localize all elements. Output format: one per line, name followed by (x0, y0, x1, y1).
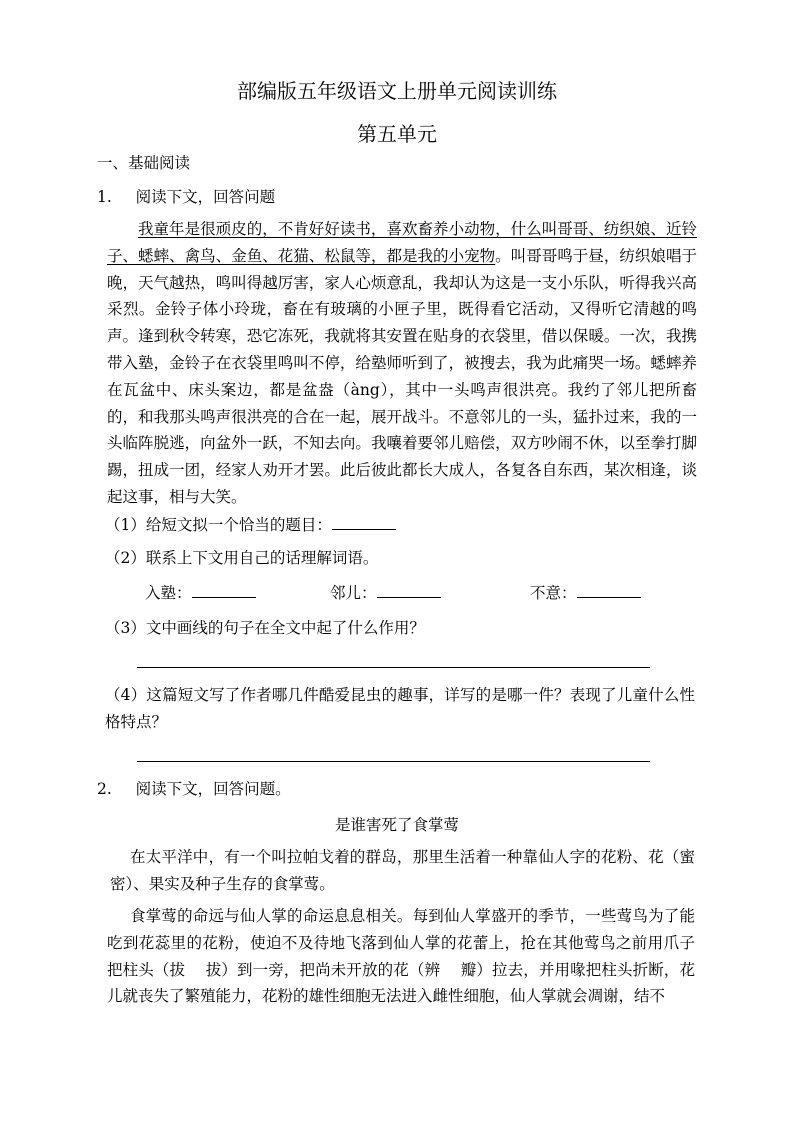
question-2-instruction: 阅读下文，回答问题。 (135, 780, 291, 798)
word-ru-shu: 入塾： (145, 582, 256, 604)
article-paragraph-2: 食掌莺的命远与仙人掌的命运息息相关。每到仙人掌盛开的季节，一些莺鸟为了能吃到花蕊里的花粉，使迫不及待地飞落到仙人掌的花蕾上，抢在其他莺鸟之前用爪子把柱头（拔 拔）到一旁，把尚未开放的花（辨 瓣）拉去，并用喙把柱头折断，花儿就丧失了繁殖能力，花粉的雄性细胞无法进入雌性细胞，仙人掌就会凋谢，结不 (107, 907, 695, 1006)
sub-question-4: （4）这篇短文写了作者哪几件酷爱昆虫的趣事，详写的是哪一件？表现了儿童什么性格特点？ (105, 686, 695, 731)
section-heading: 一、基础阅读 (97, 154, 191, 172)
question-1-instruction: 阅读下文，回答问题 (135, 188, 276, 206)
answer-line-4[interactable] (137, 761, 650, 762)
sub-question-2: （2）联系上下文用自己的话理解词语。 (105, 549, 379, 567)
question-1-number: 1. (97, 188, 112, 206)
answer-blank-ru-shu[interactable] (192, 582, 256, 598)
word-lin-er: 邻儿： (330, 582, 441, 604)
article-title: 是谁害死了食掌莺 (334, 816, 459, 834)
answer-blank-lin-er[interactable] (377, 582, 441, 598)
answer-line-3[interactable] (137, 667, 650, 668)
unit-subtitle: 第五单元 (357, 122, 437, 146)
sub-question-3: （3）文中画线的句子在全文中起了什么作用？ (105, 619, 425, 637)
answer-blank-bu-yi[interactable] (577, 582, 641, 598)
answer-blank-title[interactable] (332, 514, 396, 530)
question-2-number: 2. (97, 780, 112, 798)
passage-body: 。叫哥哥鸣于昼，纺织娘唱于晚，天气越热，鸣叫得越厉害，家人心烦意乱，我却认为这是一支小乐队，听得我兴高采烈。金铃子体小玲珑，畜在有玻璃的小匣子里，既得看它活动，又得听它清越的鸣声。逢到秋令转寒，恐它冻死，我就将其安置在贴身的衣袋里，借以保暖。一次，我携带入塾，金铃子在衣袋里鸣叫不停，给塾师听到了，被搜去，我为此痛哭一场。蟋蟀养在瓦盆中、床头案边，都是盆盎（àng），其中一头鸣声很洪亮。我约了邻儿把所畜的，和我那头鸣声很洪亮的合在一起，展开战斗。不意邻儿的一头，猛扑过来，我的一头临阵脱逃，向盆外一跃，不知去向。我嚷着要邻儿赔偿，双方吵闹不休，以至拳打脚踢，扭成一团，经家人劝开才罢。此后彼此都长大成人，各复各自东西，某次相逢，谈起这事，相与大笑。 (107, 246, 697, 506)
question-1-header (97, 186, 275, 208)
underlined-sentence: 我童年是很顽皮的，不肯好好读书，喜欢畜养小动物，什么叫哥哥、纺织娘、近铃子、蟋蟀、禽鸟、金鱼、花猫、松鼠等，都是我的小宠物 (107, 220, 697, 265)
question-2-header (97, 778, 291, 800)
article-paragraph-1: 在太平洋中，有一个叫拉帕戈着的群岛，那里生活着一种靠仙人字的花粉、花（蜜密）、果实及种子生存的食掌莺。 (110, 848, 695, 893)
question-1-passage (107, 216, 697, 511)
page-title: 部编版五年级语文上册单元阅读训练 (237, 79, 557, 103)
sub-question-1: （1）给短文拟一个恰当的题目： (105, 514, 396, 536)
word-bu-yi: 不意： (530, 582, 641, 604)
